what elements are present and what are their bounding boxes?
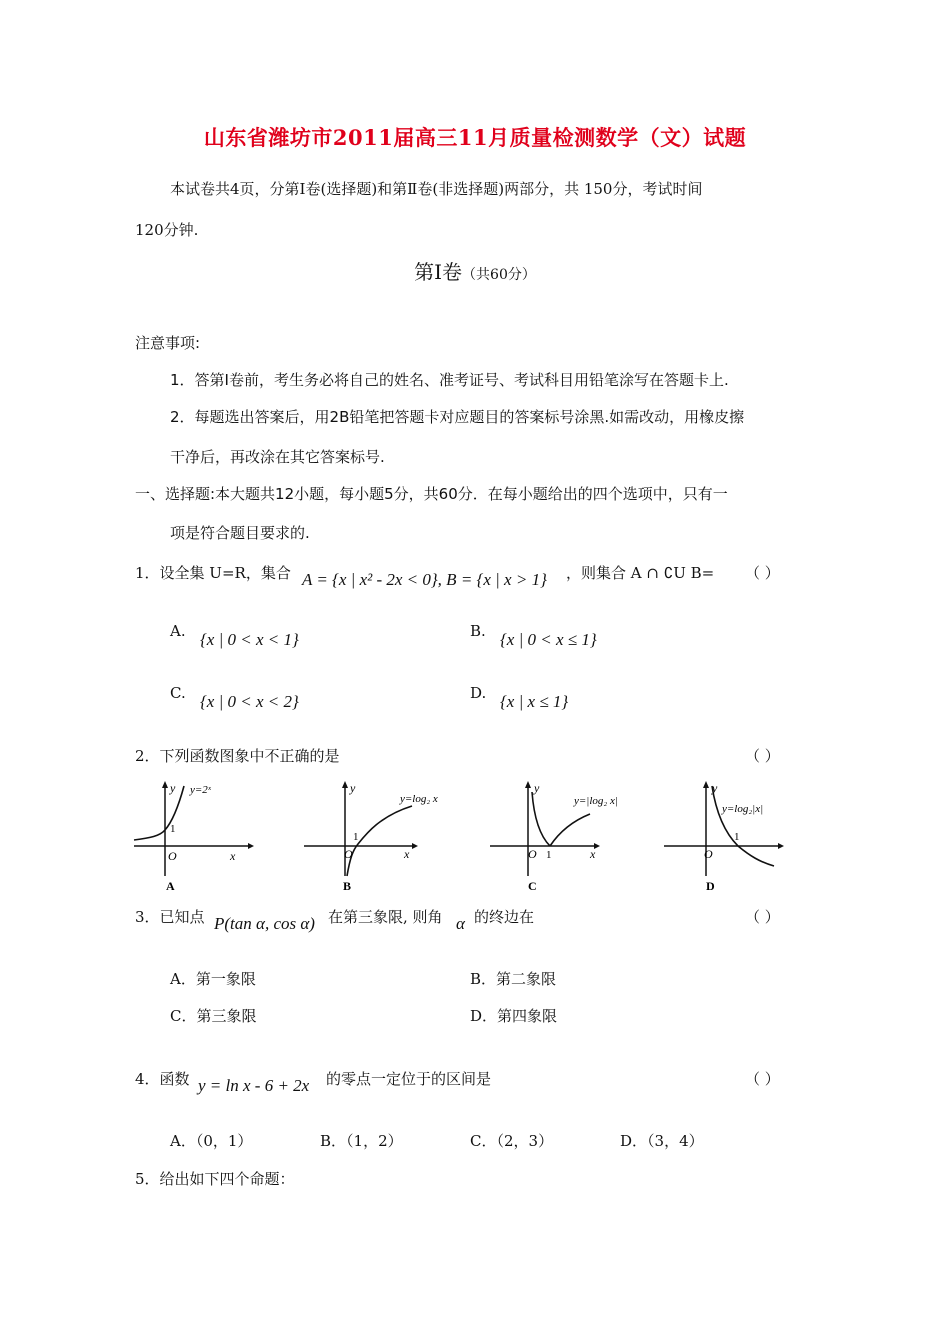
q4-option-d-text: （3，4） [647, 1132, 704, 1150]
graph-c-x-label: x [590, 847, 596, 861]
q3-answer-bracket: （ ） [745, 908, 780, 926]
q3-option-b [470, 968, 556, 989]
q4-option-a-text: （0，1） [195, 1132, 253, 1150]
graph-a-y-arrow [162, 781, 168, 788]
q4-option-d-label: D． [620, 1132, 648, 1150]
graph-b [300, 778, 450, 896]
q1-option-a-label: A. [170, 622, 186, 640]
graph-c-label: C [528, 879, 537, 893]
graph-c-y-arrow [525, 781, 531, 788]
volume-title: 第Ⅰ卷 [414, 260, 463, 284]
q3-formula: P(tan α, cos α) [214, 914, 315, 933]
graph-d-x-arrow [778, 843, 784, 849]
q4-formula: y = ln x - 6 + 2x [198, 1076, 310, 1095]
q4-option-a-label: A． [170, 1132, 196, 1150]
graph-b-one-label: 1 [353, 831, 359, 843]
graph-c-curve-left [532, 792, 550, 846]
q3-option-b-text: 第二象限 [496, 970, 557, 988]
q3-option-a [170, 968, 256, 989]
graph-a-y-label: y [170, 781, 176, 795]
q1-option-c-text: {x | 0 < x < 2} [200, 692, 299, 711]
q3-middle: 在第三象限, 则角 [328, 908, 443, 926]
q4-option-c-text: （2，3） [496, 1132, 554, 1150]
graph-b-label: B [343, 879, 352, 893]
graph-a-origin: O [168, 849, 177, 863]
q1-option-b-label: B. [470, 622, 486, 640]
q4-answer-bracket: （ ） [745, 1070, 780, 1088]
graph-c-curve-right [550, 814, 590, 846]
notes-item-2-line-2: 干净后，再改涂在其它答案标号. [170, 448, 385, 466]
graph-d-origin: O [704, 847, 713, 861]
graph-d-y-label: y [712, 781, 718, 795]
q3-option-c-text: 第三象限 [196, 1007, 257, 1025]
graph-c-y-label: y [534, 781, 540, 795]
graph-d [660, 778, 810, 896]
q4-option-b-text: （1，2） [346, 1132, 403, 1150]
graph-d-curve [712, 786, 774, 866]
q1-prefix: 1．设全集 U=R，集合 [135, 564, 291, 582]
q1-option-d-text: {x | x ≤ 1} [500, 692, 569, 711]
q4-option-c [470, 1130, 553, 1151]
q3-option-d [470, 1005, 557, 1026]
graph-c-origin: O [528, 847, 537, 861]
graph-d-svg [660, 778, 810, 896]
intro-line-2: 120分钟. [135, 221, 199, 239]
graph-c-one-label: 1 [546, 849, 552, 861]
graph-a-svg [130, 778, 280, 896]
graph-b-x-arrow [412, 843, 418, 849]
q3-suffix: 的终边在 [474, 908, 535, 926]
graph-c [486, 778, 636, 896]
q5-prefix: 5．给出如下四个命题： [135, 1170, 295, 1188]
graph-d-curve-label: y=log₂|x| [722, 803, 764, 815]
graph-c-svg [486, 778, 636, 896]
q1-suffix: ，则集合 A ∩ ∁U B= [566, 564, 715, 582]
q3-option-a-text: 第一象限 [195, 970, 256, 988]
graph-b-x-label: x [404, 847, 410, 861]
q4-option-b-label: B． [320, 1132, 347, 1150]
q3-prefix: 3．已知点 [135, 908, 205, 926]
graph-a-one-label: 1 [170, 823, 176, 835]
notes-item-2-line-1: 2．每题选出答案后，用2B铅笔把答题卡对应题目的答案标号涂黑.如需改动，用橡皮擦 [170, 408, 745, 426]
graph-b-y-label: y [350, 781, 356, 795]
graph-a-label: A [166, 879, 175, 893]
q1-option-d-label: D. [470, 684, 487, 702]
graph-a-x-arrow [248, 843, 254, 849]
graph-a-curve-label: y=2ˣ [190, 784, 211, 796]
intro-line-1: 本试卷共4页，分第Ⅰ卷(选择题)和第Ⅱ卷(非选择题)两部分，共 150分，考试时间 [170, 180, 703, 198]
q1-answer-bracket: （ ） [745, 564, 780, 582]
section1-line-2: 项是符合题目要求的. [170, 524, 310, 542]
q3-option-c-label: C． [170, 1007, 197, 1025]
q4-option-c-label: C． [470, 1132, 497, 1150]
q1-formula: A = {x | x² - 2x < 0}, B = {x | x > 1} [302, 570, 547, 589]
q3-option-d-text: 第四象限 [497, 1007, 558, 1025]
notes-heading: 注意事项: [135, 334, 201, 352]
q2-prefix: 2．下列函数图象中不正确的是 [135, 747, 340, 765]
q3-alpha: α [456, 914, 465, 933]
graph-d-y-arrow [703, 781, 709, 788]
q4-prefix: 4．函数 [135, 1070, 190, 1088]
graph-d-label: D [706, 879, 715, 893]
volume-heading [0, 256, 950, 285]
q3-option-d-label: D． [470, 1007, 498, 1025]
q4-option-a [170, 1130, 252, 1151]
graph-a-curve [134, 786, 184, 840]
graph-a-x-label: x [230, 849, 236, 863]
q2-answer-bracket: （ ） [745, 747, 780, 765]
notes-item-1: 1．答第Ⅰ卷前，考生务必将自己的姓名、准考证号、考试科目用铅笔涂写在答题卡上. [170, 371, 729, 389]
q3-option-a-label: A． [170, 970, 196, 988]
section1-line-1: 一、选择题:本大题共12小题，每小题5分，共60分．在每小题给出的四个选项中，只有一 [135, 485, 728, 503]
q4-option-b [320, 1130, 403, 1151]
q1-option-b-text: {x | 0 < x ≤ 1} [500, 630, 597, 649]
volume-points: （共60分） [462, 267, 536, 283]
exam-title: 山东省潍坊市2011届高三11月质量检测数学（文）试题 [203, 125, 747, 150]
q3-option-b-label: B． [470, 970, 497, 988]
graph-b-origin: O [344, 847, 353, 861]
graph-c-curve-label: y=|log₂ x| [574, 795, 618, 807]
q4-option-d [620, 1130, 704, 1151]
graph-b-curve-label: y=log₂ x [400, 793, 438, 805]
graph-d-one-label: 1 [734, 831, 740, 843]
q1-option-a-text: {x | 0 < x < 1} [200, 630, 299, 649]
graph-b-svg [300, 778, 450, 896]
q4-suffix: 的零点一定位于的区间是 [326, 1070, 492, 1088]
q3-option-c [170, 1005, 257, 1026]
q1-option-c-label: C. [170, 684, 186, 702]
graph-a [130, 778, 280, 896]
graph-b-y-arrow [342, 781, 348, 788]
